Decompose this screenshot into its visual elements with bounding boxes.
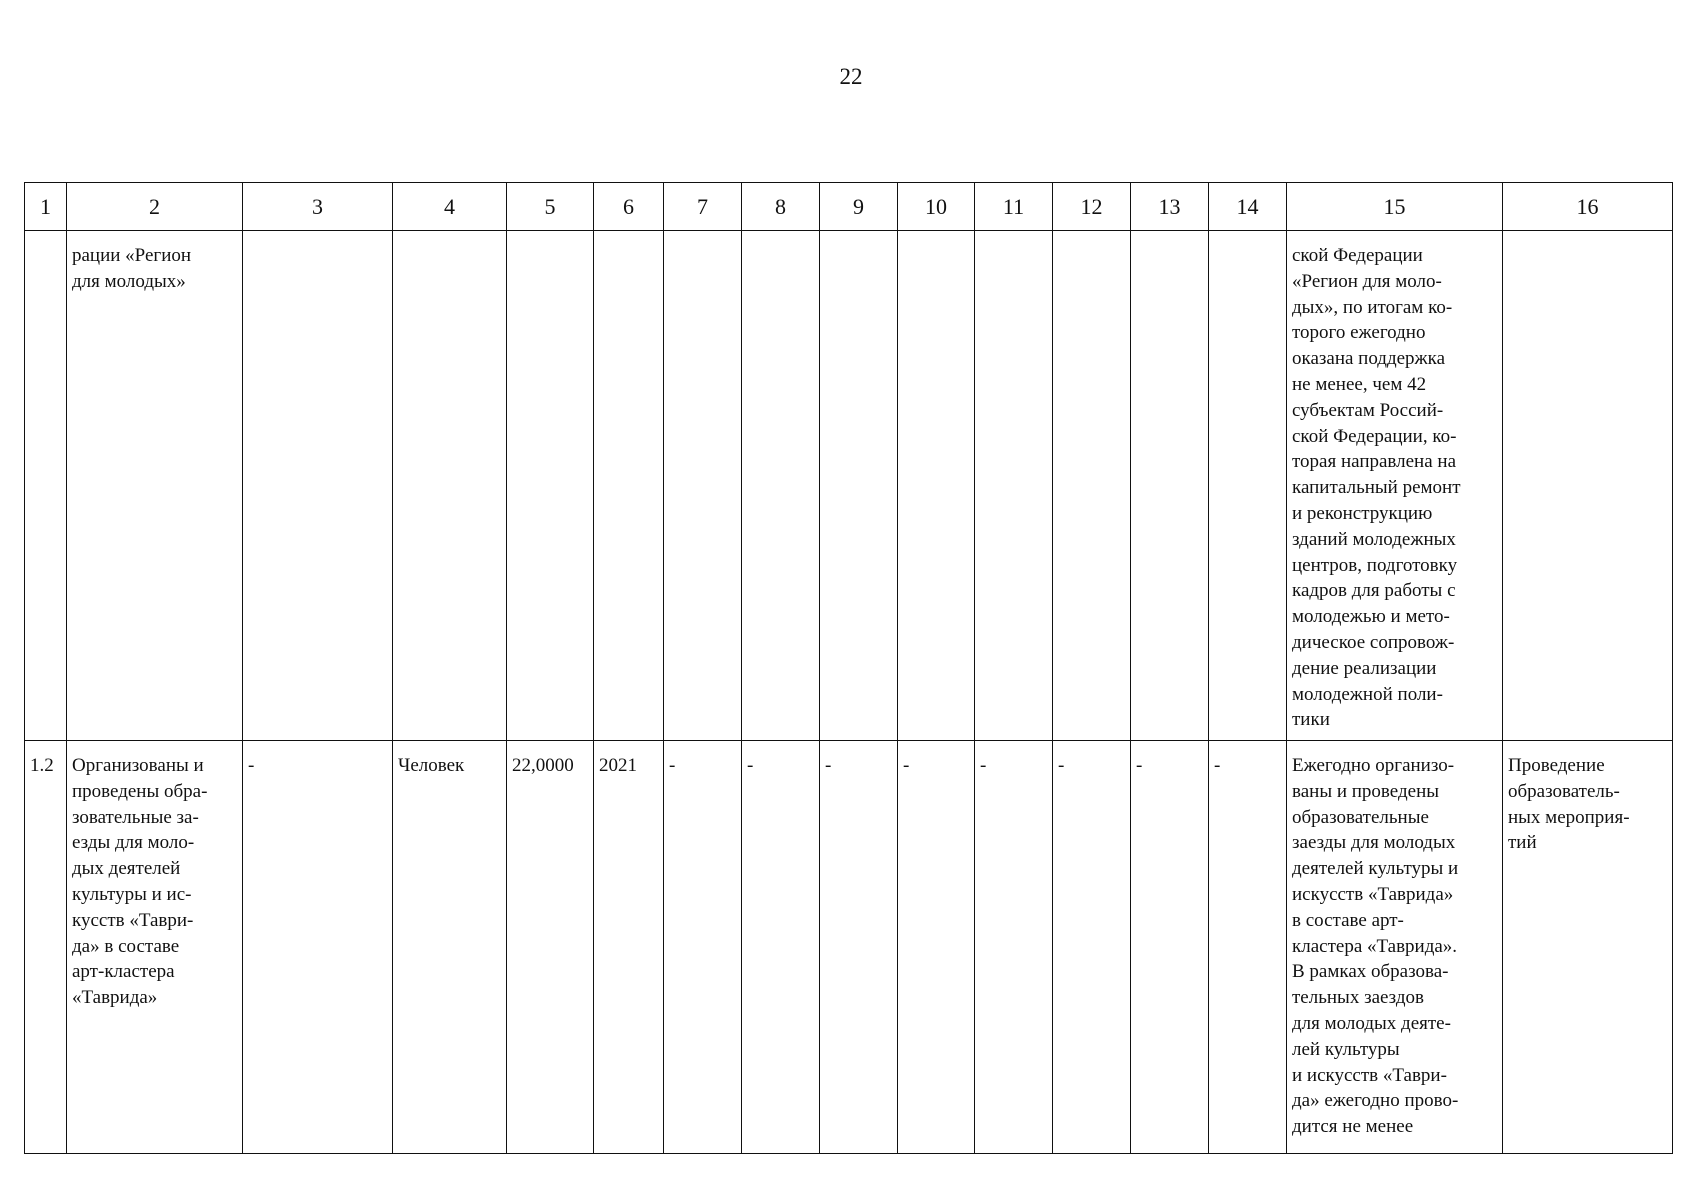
cell-line: оказана поддержка	[1292, 348, 1446, 370]
cell-line: В рамках образова-	[1292, 961, 1449, 983]
table-cell	[1053, 231, 1131, 741]
cell-line: арт-кластера	[72, 961, 175, 983]
cell-line: для молодых»	[72, 270, 186, 292]
header-cell: 6	[594, 183, 664, 231]
cell-line: ской Федерации	[1292, 245, 1423, 266]
table-cell: -	[820, 741, 898, 1154]
cell-line: торого ежегодно	[1292, 322, 1426, 344]
unit-cell: Человек	[393, 741, 507, 1154]
table-row	[25, 741, 1673, 1154]
cell-line: дится не менее	[1292, 1116, 1414, 1138]
characteristic-cell	[1287, 741, 1503, 1154]
table-cell: -	[898, 741, 975, 1154]
table-cell	[664, 231, 742, 741]
page-number: 22	[839, 64, 863, 89]
cell-line: да» ежегодно прово-	[1292, 1090, 1459, 1112]
header-cell: 12	[1053, 183, 1131, 231]
table-cell	[742, 231, 820, 741]
cell-line: ской Федерации, ко-	[1292, 425, 1457, 447]
cell-line: кластера «Таврида».	[1292, 935, 1458, 957]
table-cell	[1209, 231, 1287, 741]
characteristic-cell	[1287, 231, 1503, 741]
header-cell: 5	[507, 183, 594, 231]
table-cell	[1131, 231, 1209, 741]
header-cell: 7	[664, 183, 742, 231]
cell-line: дых деятелей	[72, 858, 181, 880]
header-cell: 11	[975, 183, 1053, 231]
cell-line: тий	[1508, 832, 1537, 854]
data-table	[24, 182, 1673, 1154]
table-cell	[820, 231, 898, 741]
cell-line: «Таврида»	[72, 987, 158, 1009]
result-name-cell	[67, 741, 243, 1154]
cell-line: для молодых деяте-	[1292, 1012, 1451, 1034]
table-cell: -	[243, 741, 393, 1154]
cell-line: образовательные	[1292, 806, 1429, 828]
table-cell: -	[664, 741, 742, 1154]
type-cell	[1503, 741, 1673, 1154]
cell-line: заезды для молодых	[1292, 832, 1456, 854]
header-cell: 14	[1209, 183, 1287, 231]
table-cell	[975, 231, 1053, 741]
cell-line: в составе арт-	[1292, 909, 1404, 931]
row-number-cell: 1.2	[25, 741, 67, 1154]
cell-line: молодежью и мето-	[1292, 606, 1450, 628]
header-cell: 9	[820, 183, 898, 231]
cell-line: да» в составе	[72, 935, 180, 957]
cell-line: искусств «Таврида»	[1292, 883, 1454, 905]
table-header-row	[25, 183, 1673, 231]
base-value-cell	[507, 231, 594, 741]
table-cell: -	[975, 741, 1053, 1154]
table-cell: -	[1053, 741, 1131, 1154]
cell-line: кадров для работы с	[1292, 580, 1456, 602]
cell-line: не менее, чем 42	[1292, 373, 1427, 395]
cell-line: Организованы и	[72, 755, 204, 776]
header-cell: 10	[898, 183, 975, 231]
header-cell: 8	[742, 183, 820, 231]
cell-line: проведены обра-	[72, 780, 208, 802]
header-cell: 3	[243, 183, 393, 231]
cell-line: молодежной поли-	[1292, 683, 1443, 705]
cell-line: Проведение	[1508, 755, 1605, 776]
cell-line: Ежегодно организо-	[1292, 755, 1455, 776]
cell-line: капитальный ремонт	[1292, 477, 1461, 499]
base-year-cell: 2021	[594, 741, 664, 1154]
table-cell	[243, 231, 393, 741]
header-cell: 1	[25, 183, 67, 231]
cell-line: дение реализации	[1292, 657, 1437, 679]
cell-line: культуры и ис-	[72, 883, 192, 905]
header-cell: 2	[67, 183, 243, 231]
header-cell: 4	[393, 183, 507, 231]
header-cell: 13	[1131, 183, 1209, 231]
cell-line: зовательные за-	[72, 806, 199, 828]
cell-line: кусств «Таври-	[72, 909, 194, 931]
result-name-cell	[67, 231, 243, 741]
base-value-cell: 22,0000	[507, 741, 594, 1154]
cell-line: дическое сопровож-	[1292, 631, 1455, 653]
cell-line: образователь-	[1508, 780, 1620, 802]
cell-line: тельных заездов	[1292, 987, 1424, 1009]
cell-line: ных мероприя-	[1508, 806, 1630, 828]
type-cell	[1503, 231, 1673, 741]
cell-line: субъектам Россий-	[1292, 399, 1444, 421]
cell-line: лей культуры	[1292, 1038, 1400, 1060]
table-cell: -	[1131, 741, 1209, 1154]
table-cell	[898, 231, 975, 741]
cell-line: ваны и проведены	[1292, 780, 1439, 802]
cell-line: тики	[1292, 709, 1330, 731]
header-cell: 15	[1287, 183, 1503, 231]
table-row	[25, 231, 1673, 741]
cell-line: и реконструкцию	[1292, 502, 1433, 524]
cell-line: торая направлена на	[1292, 451, 1457, 473]
unit-cell	[393, 231, 507, 741]
table-cell: -	[742, 741, 820, 1154]
cell-line: рации «Регион	[72, 245, 192, 266]
cell-line: и искусств «Таври-	[1292, 1064, 1447, 1086]
row-number-cell	[25, 231, 67, 741]
cell-line: зданий молодежных	[1292, 528, 1456, 550]
table-cell: -	[1209, 741, 1287, 1154]
cell-line: езды для моло-	[72, 832, 195, 854]
cell-line: центров, подготовку	[1292, 554, 1458, 576]
cell-line: дых», по итогам ко-	[1292, 296, 1453, 318]
cell-line: «Регион для моло-	[1292, 270, 1442, 292]
header-cell: 16	[1503, 183, 1673, 231]
cell-line: деятелей культуры и	[1292, 858, 1459, 880]
base-year-cell	[594, 231, 664, 741]
